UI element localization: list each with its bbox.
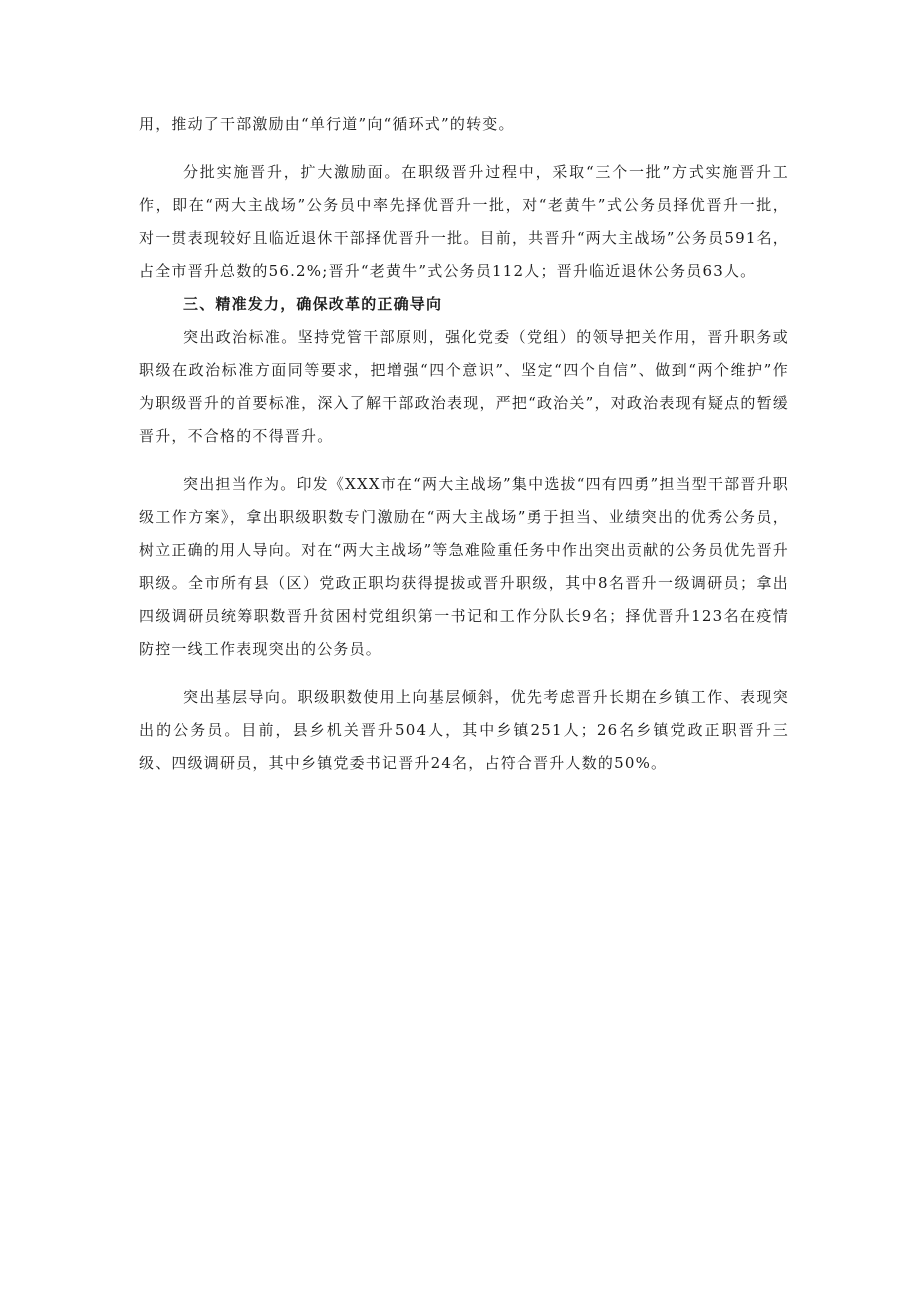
paragraph-batch-promotion: 分批实施晋升，扩大激励面。在职级晋升过程中，采取“三个一批”方式实施晋升工作，即在“两大主战场”公务员中率先择优晋升一批，对“老黄牛”式公务员择优晋升一批，对一贯表现较好且临近退休干部择优晋升一批。目前，共晋升“两大主战场”公务员591名，占全市晋升总数的56.2%;晋升“老黄牛”式公务员112人；晋升临近退休公务员63人。 [139, 163, 789, 280]
paragraph-political-standard: 突出政治标准。坚持党管干部原则，强化党委（党组）的领导把关作用，晋升职务或职级在政治标准方面同等要求，把增强“四个意识”、坚定“四个自信”、做到“两个维护”作为职级晋升的首要标准，深入了解干部政治表现，严把“政治关”，对政治表现有疑点的暂缓晋升，不合格的不得晋升。 [139, 328, 789, 445]
document-page [139, 108, 789, 780]
paragraph-grassroots: 突出基层导向。职级职数使用上向基层倾斜，优先考虑晋升长期在乡镇工作、表现突出的公务员。目前，县乡机关晋升504人，其中乡镇251人；26名乡镇党政正职晋升三级、四级调研员，其中乡镇党委书记晋升24名，占符合晋升人数的50%。 [139, 688, 789, 772]
paragraph-continuation: 用，推动了干部激励由“单行道”向“循环式”的转变。 [139, 115, 515, 133]
section-heading: 三、精准发力，确保改革的正确导向 [183, 295, 443, 313]
paragraph-responsibility: 突出担当作为。印发《XXX市在“两大主战场”集中选拔“四有四勇”担当型干部晋升职级工作方案》，拿出职级职数专门激励在“两大主战场”勇于担当、业绩突出的优秀公务员，树立正确的用人导向。对在“两大主战场”等急难险重任务中作出突出贡献的公务员优先晋升职级。全市所有县（区）党政正职均获得提拔或晋升职级，其中8名晋升一级调研员；拿出四级调研员统筹职数晋升贫困村党组织第一书记和工作分队长9名；择优晋升123名在疫情防控一线工作表现突出的公务员。 [139, 475, 789, 658]
